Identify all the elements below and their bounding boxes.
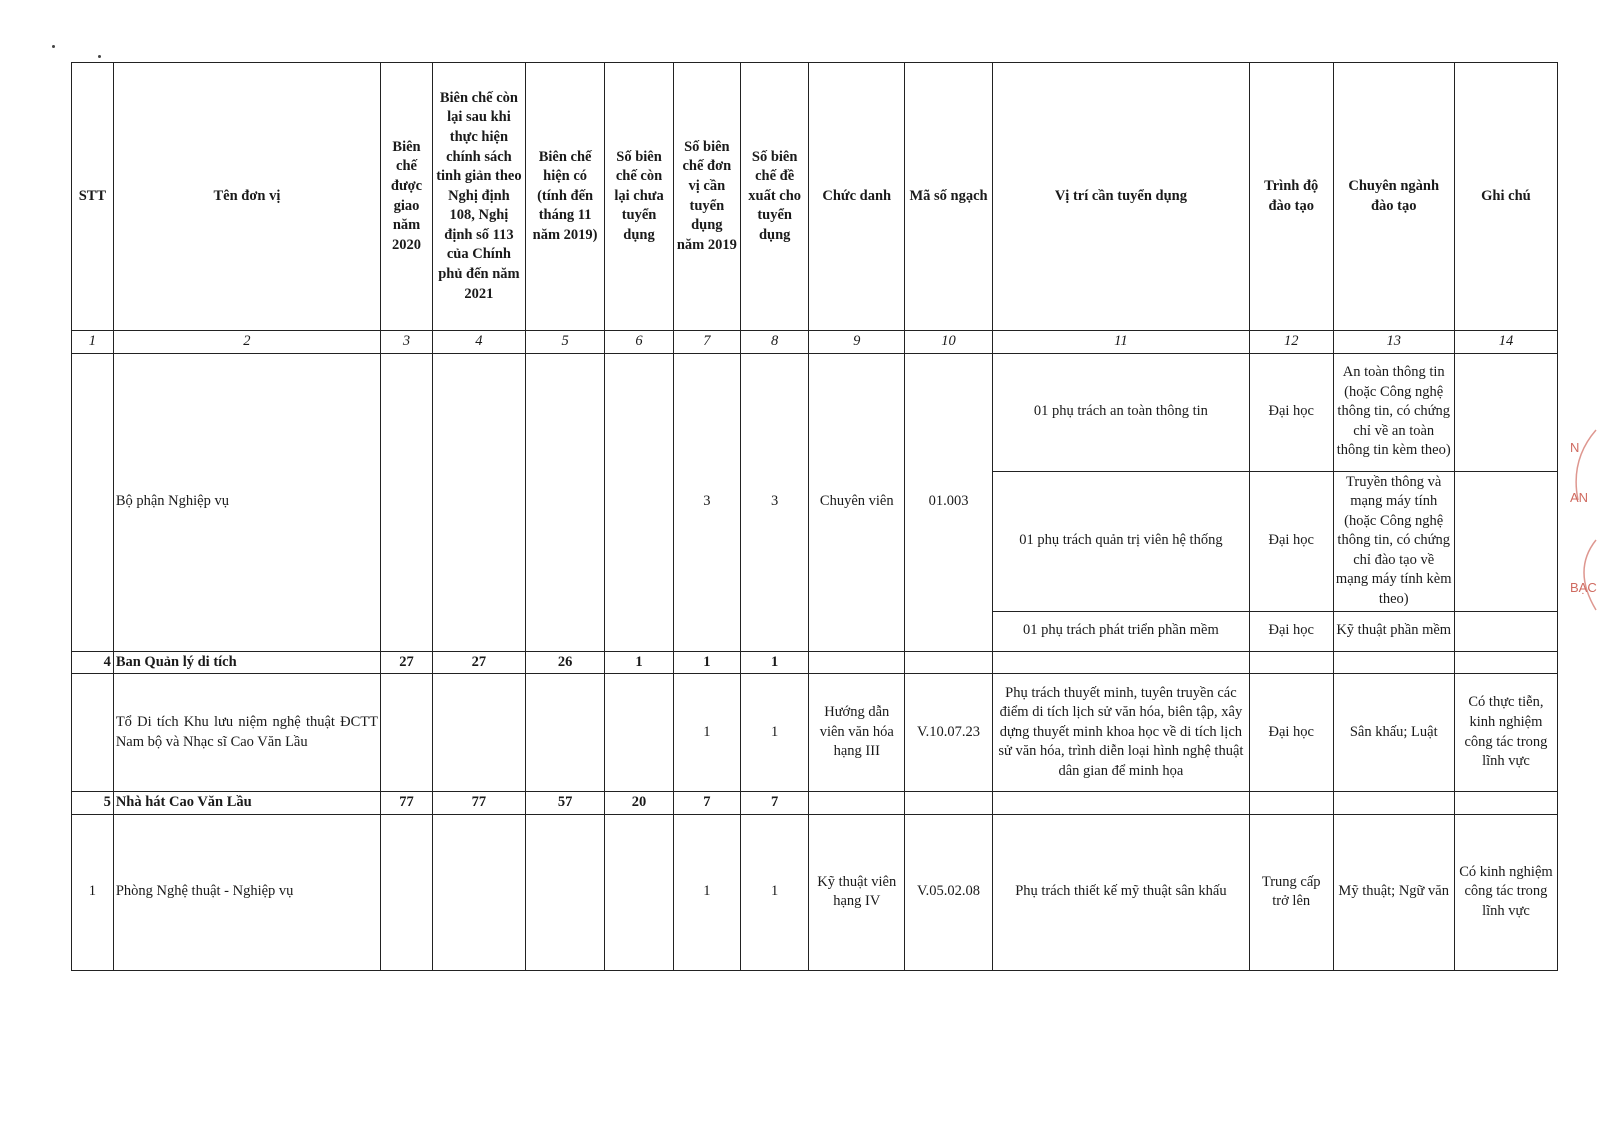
unrecruited-cell: 20: [605, 792, 673, 815]
major-cell: Kỹ thuật phần mềm: [1333, 611, 1454, 651]
header-current-staff: Biên chế hiện có (tính đến tháng 11 năm 2019): [525, 63, 605, 331]
table-row: [72, 674, 1558, 792]
value-cell: [605, 353, 673, 651]
header-assigned-2020: Biên chế được giao năm 2020: [381, 63, 433, 331]
job-title-cell: Kỹ thuật viên hạng IV: [809, 814, 905, 970]
empty-cell: [1333, 792, 1454, 815]
stt-cell: [72, 674, 114, 792]
value-cell: [381, 353, 433, 651]
needed-cell: 3: [673, 353, 740, 651]
needed-cell: 1: [673, 651, 740, 674]
column-number: 10: [905, 331, 993, 354]
needed-cell: 1: [673, 674, 740, 792]
unit-name-cell: Tổ Di tích Khu lưu niệm nghệ thuật ĐCTT Nam bộ và Nhạc sĩ Cao Văn Lầu: [113, 674, 380, 792]
value-cell: [433, 353, 526, 651]
column-number: 2: [113, 331, 380, 354]
column-number: 7: [673, 331, 740, 354]
empty-cell: [992, 792, 1249, 815]
proposed-cell: 1: [741, 651, 809, 674]
header-remaining-after-reduction: Biên chế còn lại sau khi thực hiện chính sách tinh giản theo Nghị định 108, Nghị định số 113 của Chính phủ đến năm 2021: [433, 63, 526, 331]
empty-cell: [809, 792, 905, 815]
empty-cell: [992, 651, 1249, 674]
header-unit-name: Tên đơn vị: [113, 63, 380, 331]
current-cell: 26: [525, 651, 605, 674]
red-seal-stamp: [1566, 420, 1600, 620]
unit-name-cell: Nhà hát Cao Văn Lầu: [113, 792, 380, 815]
education-level-cell: Trung cấp trở lên: [1249, 814, 1333, 970]
remaining-cell: 27: [433, 651, 526, 674]
column-number: 1: [72, 331, 114, 354]
empty-cell: [905, 651, 993, 674]
header-grade-code: Mã số ngạch: [905, 63, 993, 331]
header-needed-2019: Số biên chế đơn vị cần tuyển dụng năm 2019: [673, 63, 740, 331]
note-cell: [1454, 611, 1557, 651]
value-cell: [433, 814, 526, 970]
empty-cell: [809, 651, 905, 674]
grade-code-cell: V.10.07.23: [905, 674, 993, 792]
column-number: 6: [605, 331, 673, 354]
empty-cell: [1249, 792, 1333, 815]
unit-name-cell: Bộ phận Nghiệp vụ: [113, 353, 380, 651]
assigned-cell: 27: [381, 651, 433, 674]
column-number-row: [72, 331, 1558, 354]
education-level-cell: Đại học: [1249, 353, 1333, 471]
seal-fragment: AN: [1570, 490, 1589, 505]
value-cell: [605, 814, 673, 970]
proposed-cell: 1: [741, 674, 809, 792]
needed-cell: 7: [673, 792, 740, 815]
scan-speck: [98, 55, 101, 58]
stt-cell: 5: [72, 792, 114, 815]
grade-code-cell: V.05.02.08: [905, 814, 993, 970]
note-cell: [1454, 353, 1557, 471]
header-stt: STT: [72, 63, 114, 331]
empty-cell: [1249, 651, 1333, 674]
column-number: 4: [433, 331, 526, 354]
needed-cell: 1: [673, 814, 740, 970]
remaining-cell: 77: [433, 792, 526, 815]
current-cell: 57: [525, 792, 605, 815]
column-number: 9: [809, 331, 905, 354]
assigned-cell: 77: [381, 792, 433, 815]
column-number: 12: [1249, 331, 1333, 354]
major-cell: Truyền thông và mạng máy tính (hoặc Công nghệ thông tin, có chứng chỉ đào tạo về mạng máy tính kèm theo): [1333, 471, 1454, 611]
value-cell: [525, 674, 605, 792]
column-number: 13: [1333, 331, 1454, 354]
value-cell: [525, 353, 605, 651]
position-cell: Phụ trách thiết kế mỹ thuật sân khấu: [992, 814, 1249, 970]
value-cell: [433, 674, 526, 792]
column-number: 8: [741, 331, 809, 354]
unrecruited-cell: 1: [605, 651, 673, 674]
value-cell: [381, 814, 433, 970]
position-cell: Phụ trách thuyết minh, tuyên truyền các điểm di tích lịch sử văn hóa, biên tập, xây dựng thuyết minh khoa học về di tích lịch sử văn hóa, trình diễn loại hình nghệ thuật dân gian để minh họa: [992, 674, 1249, 792]
value-cell: [381, 674, 433, 792]
header-job-title: Chức danh: [809, 63, 905, 331]
value-cell: [605, 674, 673, 792]
column-number: 5: [525, 331, 605, 354]
header-remaining-unrecruited: Số biên chế còn lại chưa tuyển dụng: [605, 63, 673, 331]
job-title-cell: Chuyên viên: [809, 353, 905, 651]
group-row: [72, 651, 1558, 674]
empty-cell: [1454, 792, 1557, 815]
stt-cell: 1: [72, 814, 114, 970]
header-major: Chuyên ngành đào tạo: [1333, 63, 1454, 331]
table-row: [72, 353, 1558, 471]
position-cell: 01 phụ trách an toàn thông tin: [992, 353, 1249, 471]
header-proposed: Số biên chế đề xuất cho tuyển dụng: [741, 63, 809, 331]
header-note: Ghi chú: [1454, 63, 1557, 331]
scan-speck: [52, 45, 55, 48]
note-cell: Có kinh nghiệm công tác trong lĩnh vực: [1454, 814, 1557, 970]
header-position: Vị trí cần tuyển dụng: [992, 63, 1249, 331]
header-education-level: Trình độ đào tạo: [1249, 63, 1333, 331]
education-level-cell: Đại học: [1249, 674, 1333, 792]
note-cell: [1454, 471, 1557, 611]
job-title-cell: Hướng dẫn viên văn hóa hạng III: [809, 674, 905, 792]
grade-code-cell: 01.003: [905, 353, 993, 651]
note-cell: Có thực tiễn, kinh nghiệm công tác trong lĩnh vực: [1454, 674, 1557, 792]
column-number: 14: [1454, 331, 1557, 354]
proposed-cell: 7: [741, 792, 809, 815]
value-cell: [525, 814, 605, 970]
unit-name-cell: Ban Quản lý di tích: [113, 651, 380, 674]
empty-cell: [1333, 651, 1454, 674]
empty-cell: [905, 792, 993, 815]
position-cell: 01 phụ trách phát triển phần mềm: [992, 611, 1249, 651]
proposed-cell: 3: [741, 353, 809, 651]
staffing-table: [71, 62, 1558, 971]
stt-cell: 4: [72, 651, 114, 674]
seal-fragment: BẠC: [1570, 580, 1597, 595]
stt-cell: [72, 353, 114, 651]
unit-name-cell: Phòng Nghệ thuật - Nghiệp vụ: [113, 814, 380, 970]
education-level-cell: Đại học: [1249, 471, 1333, 611]
empty-cell: [1454, 651, 1557, 674]
major-cell: An toàn thông tin (hoặc Công nghệ thông tin, có chứng chỉ về an toàn thông tin kèm theo): [1333, 353, 1454, 471]
group-row: [72, 792, 1558, 815]
column-number: 3: [381, 331, 433, 354]
table-row: [72, 814, 1558, 970]
proposed-cell: 1: [741, 814, 809, 970]
education-level-cell: Đại học: [1249, 611, 1333, 651]
seal-fragment: N: [1570, 440, 1580, 455]
major-cell: Sân khấu; Luật: [1333, 674, 1454, 792]
header-row: [72, 63, 1558, 331]
column-number: 11: [992, 331, 1249, 354]
major-cell: Mỹ thuật; Ngữ văn: [1333, 814, 1454, 970]
position-cell: 01 phụ trách quản trị viên hệ thống: [992, 471, 1249, 611]
